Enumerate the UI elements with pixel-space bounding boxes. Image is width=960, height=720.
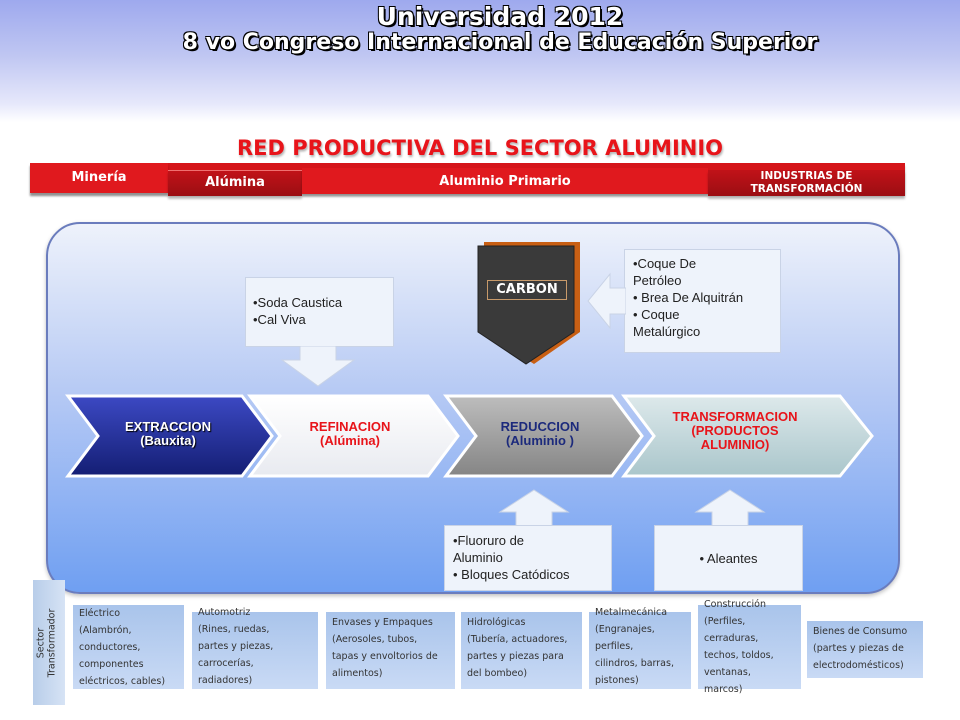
sector-label xyxy=(36,581,64,706)
stage-transformacion-line2: (PRODUCTOS xyxy=(691,423,779,438)
sector-automotriz xyxy=(192,607,318,689)
input-carbon-line: • Brea De Alquitrán xyxy=(633,290,744,305)
input-carbon-line: • Coque xyxy=(633,307,680,322)
sector-hidrologicas xyxy=(461,612,582,689)
sector-line: partes y piezas, xyxy=(198,641,274,652)
sector-line: perfiles, xyxy=(595,641,634,652)
sector-line: techos, toldos, xyxy=(704,650,774,661)
stage-transformacion xyxy=(660,410,810,452)
sector-line: Automotriz xyxy=(198,607,251,618)
arrow-up-icon xyxy=(694,488,766,528)
sector-line: Hidrológicas xyxy=(467,617,526,628)
page-title: RED PRODUCTIVA DEL SECTOR ALUMINIO xyxy=(237,136,723,160)
input-carbon-note xyxy=(624,249,781,353)
input-transformacion-line: • Aleantes xyxy=(699,551,758,566)
sector-line: ventanas, xyxy=(704,667,751,678)
header-title: Universidad 2012 xyxy=(376,2,624,31)
sector-line: partes y piezas para xyxy=(467,651,564,662)
sector-line: Bienes de Consumo xyxy=(813,626,908,637)
band-aluminio-primario: Aluminio Primario xyxy=(302,168,708,194)
sector-line: (Alambrón, xyxy=(79,625,132,636)
input-refinacion-line: •Cal Viva xyxy=(253,312,306,327)
sector-line: pistones) xyxy=(595,675,639,686)
stage-extraccion-line2: (Bauxita) xyxy=(140,433,196,448)
input-carbon-line: Petróleo xyxy=(633,273,682,288)
stage-transformacion-line3: ALUMINIO) xyxy=(700,437,770,452)
arrow-down-icon xyxy=(280,346,356,388)
sector-line: carrocerías, xyxy=(198,658,254,669)
stage-reduccion-line1: REDUCCION xyxy=(500,419,580,434)
input-refinacion-line: •Soda Caustica xyxy=(253,295,343,310)
sector-line: Envases y Empaques xyxy=(332,617,433,628)
sector-line: cilindros, barras, xyxy=(595,658,674,669)
sector-line: (partes y piezas de xyxy=(813,643,904,654)
sector-line: radiadores) xyxy=(198,675,253,686)
sector-construccion xyxy=(698,599,801,695)
sector-metalmecanica xyxy=(589,607,691,689)
input-transformacion-note xyxy=(654,525,803,591)
header-subtitle: 8 vo Congreso Internacional de Educación Superior xyxy=(182,30,818,55)
carbon-shape xyxy=(476,240,588,368)
input-reduccion-line: •Fluoruro de xyxy=(453,533,525,548)
stage-reduccion-line2: (Aluminio ) xyxy=(506,433,574,448)
stage-extraccion xyxy=(108,420,228,448)
sector-label-line1: Sector xyxy=(35,627,47,659)
input-carbon-line: •Coque De xyxy=(633,256,697,271)
input-refinacion-note xyxy=(245,277,394,347)
stage-refinacion-line2: (Alúmina) xyxy=(320,433,380,448)
stage-refinacion xyxy=(290,420,410,448)
sector-line: conductores, xyxy=(79,642,141,653)
stage-extraccion-line1: EXTRACCION xyxy=(125,419,211,434)
sector-line: cerraduras, xyxy=(704,633,759,644)
band-industrias: INDUSTRIAS DE TRANSFORMACIÓN xyxy=(708,170,905,196)
sector-line: marcos) xyxy=(704,684,743,695)
sector-line: (Perfiles, xyxy=(704,616,746,627)
arrow-up-icon xyxy=(498,488,570,528)
sector-envases xyxy=(326,612,455,689)
arrow-left-icon xyxy=(586,272,626,330)
carbon-label: CARBON xyxy=(487,280,567,300)
stage-reduccion xyxy=(470,420,610,448)
sector-line: (Tubería, actuadores, xyxy=(467,634,568,645)
sector-line: tapas y envoltorios de xyxy=(332,651,438,662)
sector-line: eléctricos, cables) xyxy=(79,676,166,687)
sector-line: Metalmecánica xyxy=(595,607,668,618)
sector-label-line2: Transformador xyxy=(46,608,58,678)
input-reduccion-line: Aluminio xyxy=(453,550,503,565)
sector-line: (Aerosoles, tubos, xyxy=(332,634,418,645)
band-mineria: Minería xyxy=(30,163,168,193)
stage-transformacion-line1: TRANSFORMACION xyxy=(672,409,798,424)
input-reduccion-line: • Bloques Catódicos xyxy=(453,567,570,582)
band-alumina: Alúmina xyxy=(168,170,302,196)
input-carbon-line: Metalúrgico xyxy=(633,324,701,339)
sector-electrico xyxy=(73,605,184,689)
sector-line: alimentos) xyxy=(332,668,383,679)
sector-bienes-consumo xyxy=(807,621,923,678)
sector-line: electrodomésticos) xyxy=(813,660,904,671)
input-reduccion-note xyxy=(444,525,612,591)
sector-line: componentes xyxy=(79,659,144,670)
sector-line: Eléctrico xyxy=(79,608,121,619)
sector-line: (Engranajes, xyxy=(595,624,655,635)
stage-refinacion-line1: REFINACION xyxy=(309,419,391,434)
sector-line: (Rines, ruedas, xyxy=(198,624,270,635)
sector-line: del bombeo) xyxy=(467,668,528,679)
sector-line: Construcción xyxy=(704,599,766,610)
